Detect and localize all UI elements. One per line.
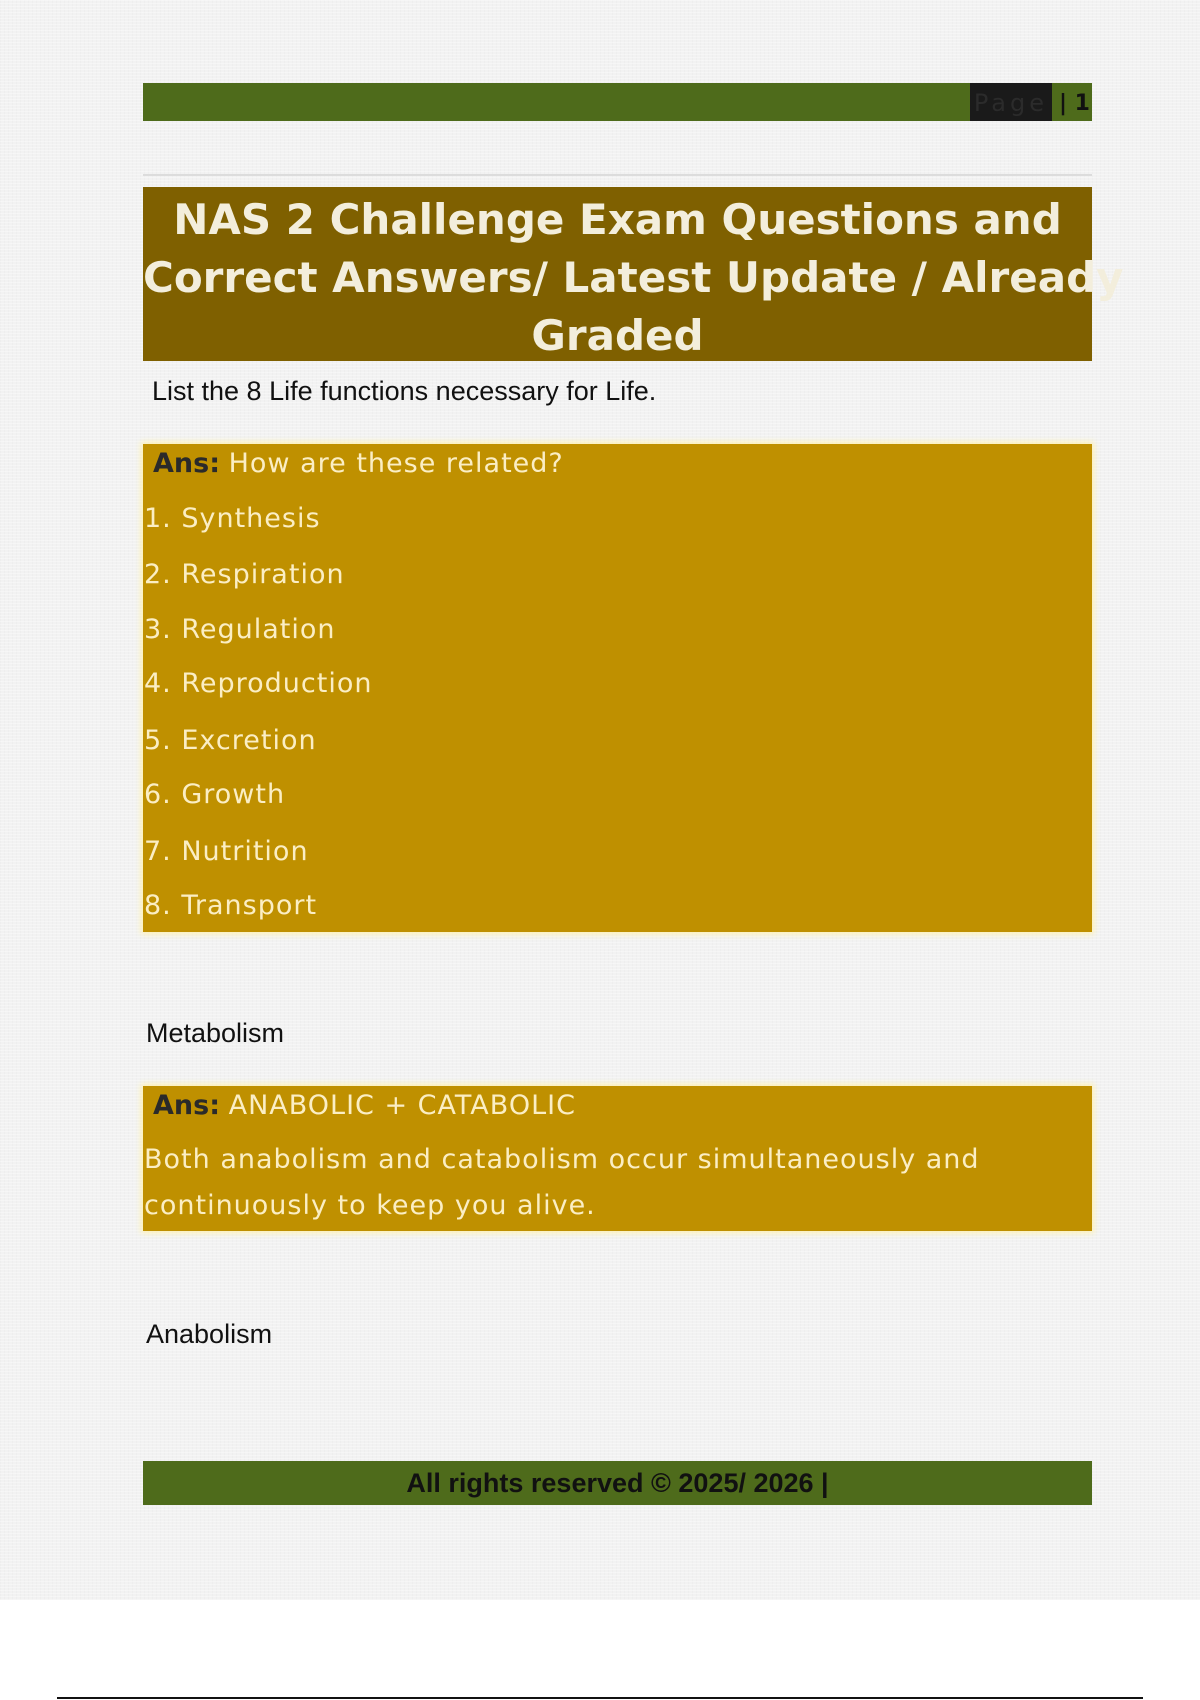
title-line-3: Graded [531, 311, 704, 360]
answer-lead-text: ANABOLIC + CATABOLIC [228, 1090, 576, 1121]
page-number: | 1 [1058, 91, 1090, 116]
header-bar [143, 83, 1092, 121]
answer-text-line: Both anabolism and catabolism occur simultaneously and [144, 1144, 980, 1175]
answer-list-item: 1. Synthesis [144, 503, 321, 534]
answer-text-line: continuously to keep you alive. [144, 1190, 596, 1221]
bottom-divider [57, 1697, 1143, 1699]
page-label: Page [970, 83, 1052, 121]
answer-list-item: 7. Nutrition [144, 836, 309, 867]
question-2: Metabolism [146, 1018, 285, 1048]
answer-lead-text: How are these related? [228, 448, 564, 479]
answer-list-item: 4. Reproduction [144, 668, 373, 699]
answer-list-item: 8. Transport [144, 890, 318, 921]
answer-box-2 [143, 1086, 1092, 1231]
copyright-text: All rights reserved © 2025/ 2026 | [406, 1468, 829, 1498]
answer-list-item: 3. Regulation [144, 614, 336, 645]
answer-list-item: 2. Respiration [144, 559, 345, 590]
header-divider [143, 174, 1092, 176]
answer-list-item: 6. Growth [144, 779, 286, 810]
question-3: Anabolism [146, 1319, 273, 1349]
answer-header-2 [153, 1088, 576, 1124]
answer-label: Ans: [153, 1090, 220, 1121]
title-line-1: NAS 2 Challenge Exam Questions and [173, 195, 1062, 244]
answer-list-item: 5. Excretion [144, 725, 317, 756]
answer-label: Ans: [153, 448, 220, 479]
document-title [143, 187, 1124, 361]
answer-header-1 [153, 446, 564, 482]
title-line-2: Correct Answers/ Latest Update / Already [143, 253, 1124, 302]
answer-box-1 [143, 444, 1092, 932]
question-1: List the 8 Life functions necessary for Life. [152, 376, 657, 406]
footer-bar [143, 1461, 1092, 1505]
